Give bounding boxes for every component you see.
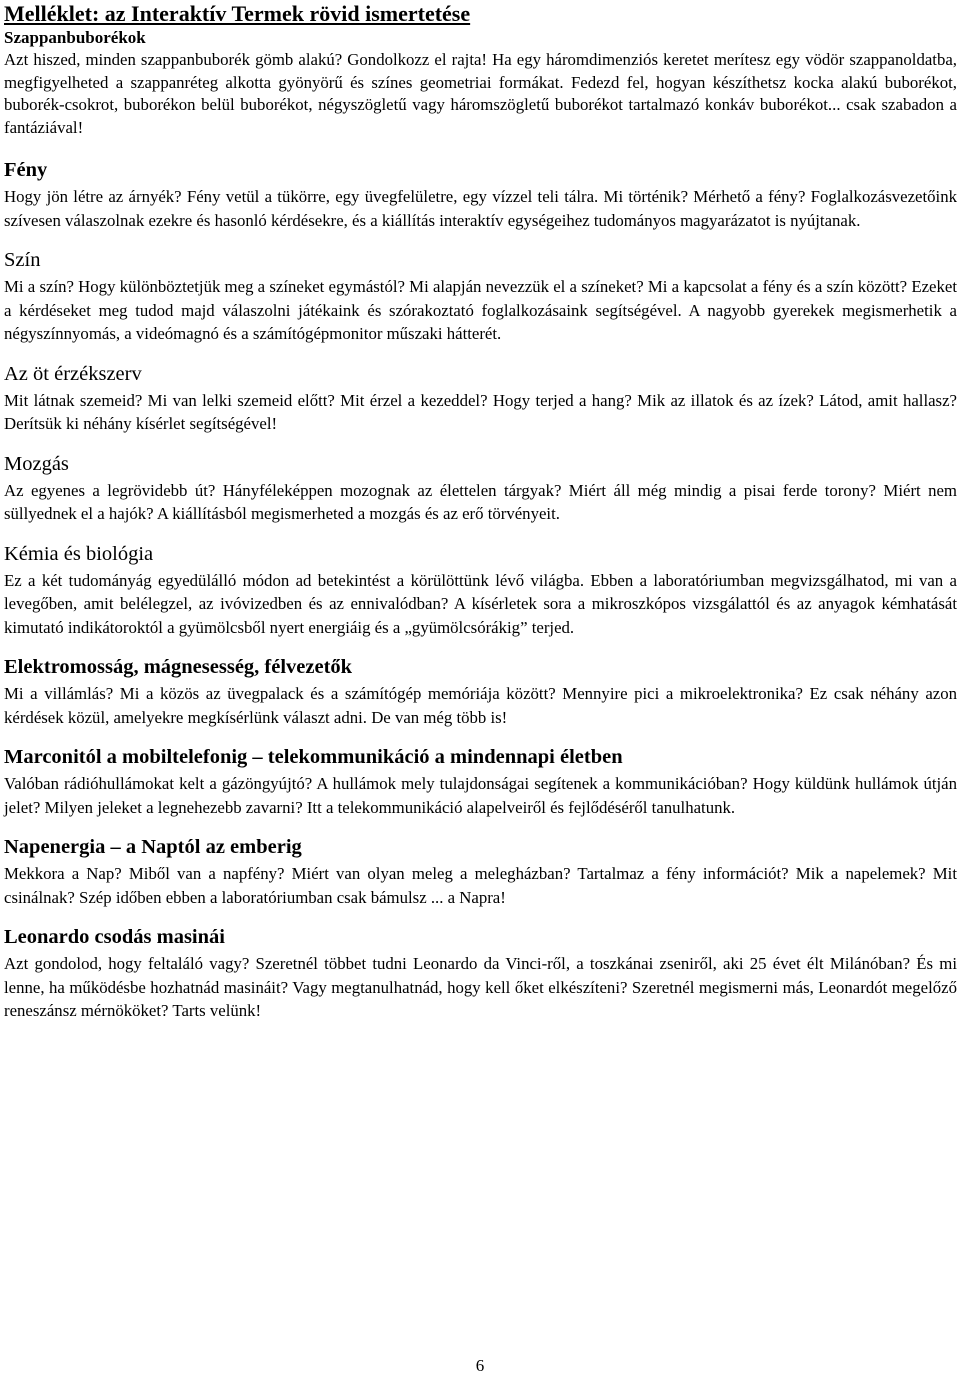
section-text-five-senses: Mit látnak szemeid? Mi van lelki szemeid előtt? Mit érzel a kezeddel? Hogy terjed a hang? Mik az illatok és az ízek? Látod, amit hallasz? Derítsük ki néhány kísérlet segítségével!	[4, 390, 957, 434]
page-number: 6	[475, 1356, 485, 1375]
section-text-solar-energy: Mekkora a Nap? Miből van a napfény? Miért van olyan meleg a melegházban? Tartalmaz a fény információt? Mik a napelemek? Mit csinálnak? Szép időben ebben a laboratóriumban csak bámulsz ... a Napra!	[4, 864, 957, 907]
section-heading-solar-energy: Napenergia – a Naptól az emberig	[4, 836, 302, 859]
section-text-soap-bubbles: Azt hiszed, minden szappanbuborék gömb alakú? Gondolkozz el rajta! Ha egy háromdimenziós keretet merítesz egy vödör szappanoldatba, megfigyelheted a szappanréteg alkotta gyönyörű és színes geometriai formákat. Fedezd fel, hogyan készíthetsz kocka alakú buborékot, buborék-csokrot, buborékon belül buborékot, négyszögletű vagy háromszögletű buborékot tartalmazó konkáv buborékot... csak szabadon a fantáziával!	[4, 50, 957, 137]
section-heading-leonardo: Leonardo csodás masinái	[4, 926, 225, 949]
section-text-motion: Az egyenes a legrövidebb út? Hányféleképpen mozognak az élettelen tárgyak? Miért áll még mindig a pisai ferde torony? Miért nem süllyednek el a hajók? A kiállításból megismerheted a mozgás és az erő törvényeit.	[4, 480, 957, 524]
section-text-chemistry-biology: Ez a két tudományág egyedülálló módon ad betekintést a körülöttünk lévő világba. Ebben a laboratóriumban megvizsgálhatod, mi van a levegőben, amit belélegzel, az ivóvizedben és az ennivalódban? A kísérletek sora a mikroszkópos vizsgálattól és az anyagok kémhatását kimutató indikátoroktól a gyümölcsből nyert energiáig és a „gyümölcsórákig” terjed.	[4, 570, 957, 637]
section-heading-telecommunication: Marconitól a mobiltelefonig – telekommunikáció a mindennapi életben	[4, 746, 623, 769]
section-text-leonardo: Azt gondolod, hogy feltaláló vagy? Szeretnél többet tudni Leonardo da Vinci-ről, a toszkánai zseniről, aki 25 évet élt Milánóban? És mi lenne, ha működésbe hozhatnád masináit? Vagy megtanulhatnád, hogy kell őket elkészíteni? Szeretnél megismerni más, Leonardót megelőző reneszánsz mérnököket? Tarts velünk!	[4, 954, 957, 1021]
section-text-telecommunication: Valóban rádióhullámokat kelt a gázöngyújtó? A hullámok mely tulajdonságai segítenek a kommunikációban? Hogy küldünk hullámok útján jelet? Milyen jeleket a legnehezebb zavarni? Itt a telekommunikáció alapelveiről és fejlődéséről tanulhatunk.	[4, 774, 957, 817]
section-heading-electricity: Elektromosság, mágnesesség, félvezetők	[4, 656, 353, 679]
section-heading-soap-bubbles: Szappanbuborékok	[4, 28, 146, 47]
section-heading-light: Fény	[4, 159, 48, 182]
section-heading-motion: Mozgás	[4, 452, 69, 475]
section-text-electricity: Mi a villámlás? Mi a közös az üvegpalack és a számítógép memóriája között? Mennyire pici a mikroelektronika? Ez csak néhány azon kérdések közül, amelyekre megkísérlünk választ adni. De van még több is!	[4, 684, 957, 727]
section-heading-color: Szín	[4, 249, 41, 272]
document-title: Melléklet: az Interaktív Termek rövid ismertetése	[4, 1, 471, 26]
section-text-color: Mi a szín? Hogy különböztetjük meg a színeket egymástól? Mi alapján nevezzük el a színeket? Mi a kapcsolat a fény és a szín között? Ezeket a kérdéseket meg tudod majd válaszolni játékaink és szórakoztató foglalkozásaink segítségével. A nagyobb gyerekek megismerhetik a négyszínnyomás, a videómagnó és a számítógépmonitor műszaki hátterét.	[4, 277, 957, 344]
section-heading-chemistry-biology: Kémia és biológia	[4, 542, 154, 565]
section-heading-five-senses: Az öt érzékszerv	[4, 362, 142, 385]
section-text-light: Hogy jön létre az árnyék? Fény vetül a tükörre, egy üvegfelületre, egy vízzel teli tálra. Mi történik? Mérhető a fény? Foglalkozásvezetőink szívesen válaszolnak ezekre és hasonló kérdésekre, és a kiállítás interaktív egységeihez tudományos magyarázatot is nyújtanak.	[4, 187, 957, 230]
